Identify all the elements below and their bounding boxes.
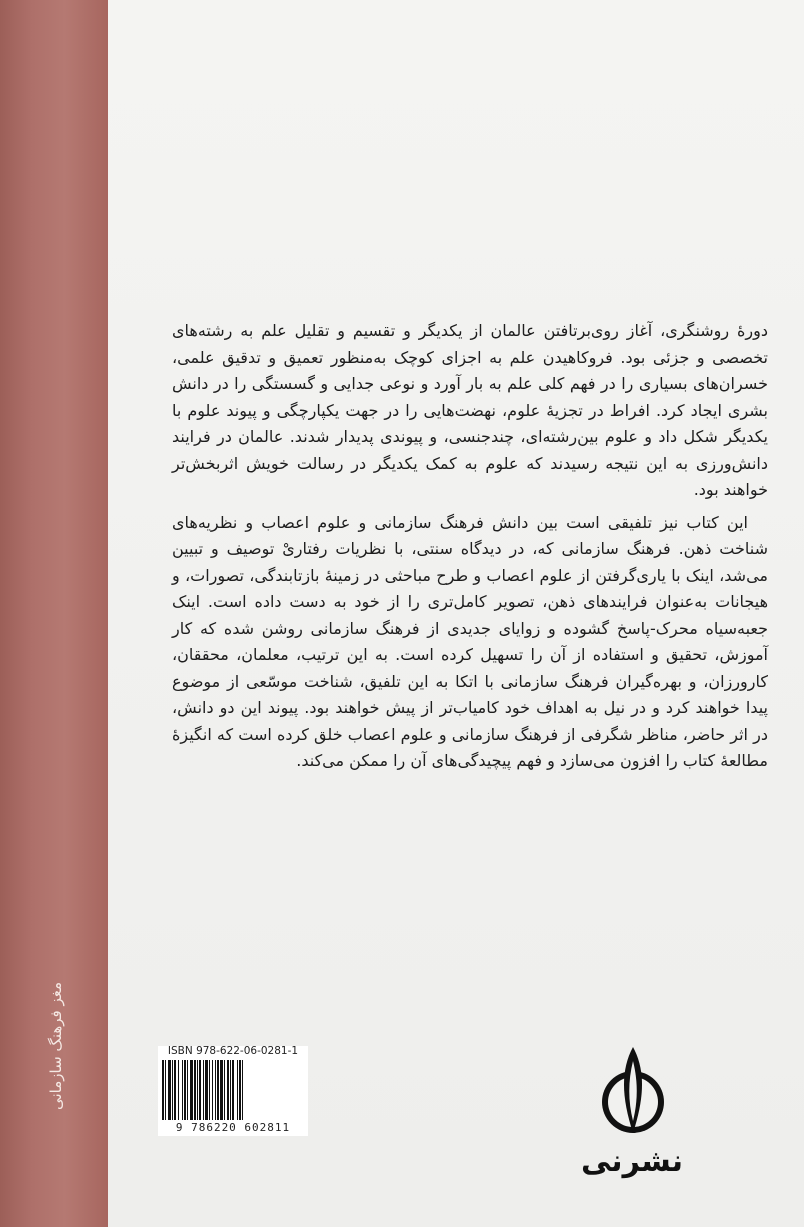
publisher-logo-icon bbox=[598, 1043, 668, 1137]
blurb-text bbox=[172, 318, 768, 775]
barcode-number: 9 786220 602811 bbox=[175, 1121, 291, 1134]
blurb-paragraph-1: دورهٔ روشنگری، آغاز روی‌برتافتن عالمان از یکدیگر و تقسیم و تقلیل علم به رشته‌های تخصصی و جزئی بود. فروکاهیدن علم به اجزای کوچک به‌منظور تعمیق و تدقیق علمی، خسران‌های بسیاری را در فهم کلی علم به بار آورد و نوعی جدایی و گسستگی را در دانش بشری ایجاد کرد. افراط در تجزیهٔ علوم، نهضت‌هایی را در جهت یکپارچگی و پیوند علوم با یکدیگر شکل داد و علوم بین‌رشته‌ای، چندجنسی، و پیوندی پدیدار شدند. عالمان در فرایند دانش‌ورزی به این نتیجه رسیدند که علوم به کمک یکدیگر در رسالت خویش اثربخش‌تر خواهند بود. bbox=[172, 321, 768, 499]
barcode-bar bbox=[243, 1060, 245, 1120]
spine-band bbox=[0, 0, 108, 1227]
publisher-name: نشرنی bbox=[580, 1144, 684, 1179]
spine-title: مغز فرهنگ سازمانی bbox=[47, 981, 65, 1111]
isbn-label: ISBN 978-622-06-0281-1 bbox=[167, 1045, 299, 1057]
barcode-icon bbox=[162, 1060, 304, 1120]
blurb-paragraph-2: این کتاب نیز تلفیقی است بین دانش فرهنگ سازمانی و علوم اعصاب و نظریه‌های شناخت ذهن. فرهنگ سازمانی که، در دیدگاه سنتی، با نظریات رفتاریْ توصیف و تبیین می‌شد، اینک با یاری‌گرفتن از علوم اعصاب و طرح مباحثی در زمینهٔ بازتابندگی، تصورات، و هیجانات به‌عنوان فرایندهای ذهن، تصویر کامل‌تری را از خود به دست داده است. اینک جعبه‌سیاه محرک-پاسخ گشوده و زوایای جدیدی از فرهنگ سازمانی روشن شده که کار آموزش، تحقیق و استفاده از آن را تسهیل کرده است. به این ترتیب، معلمان، محققان، کارورزان، و بهره‌گیران فرهنگ سازمانی با اتکا به این تلفیق، شناخت موسّعی از موضوع پیدا خواهند کرد و در نیل به اهداف خود کامیاب‌تر از پیش خواهند بود. پیوند این دو دانش، در اثر حاضر، مناظر شگرفی از فرهنگ سازمانی و علوم اعصاب خلق کرده است که انگیزهٔ مطالعهٔ کتاب را افزون می‌سازد و فهم پیچیدگی‌های آن را ممکن می‌کند. bbox=[172, 512, 768, 770]
isbn-barcode-block bbox=[158, 1046, 308, 1136]
